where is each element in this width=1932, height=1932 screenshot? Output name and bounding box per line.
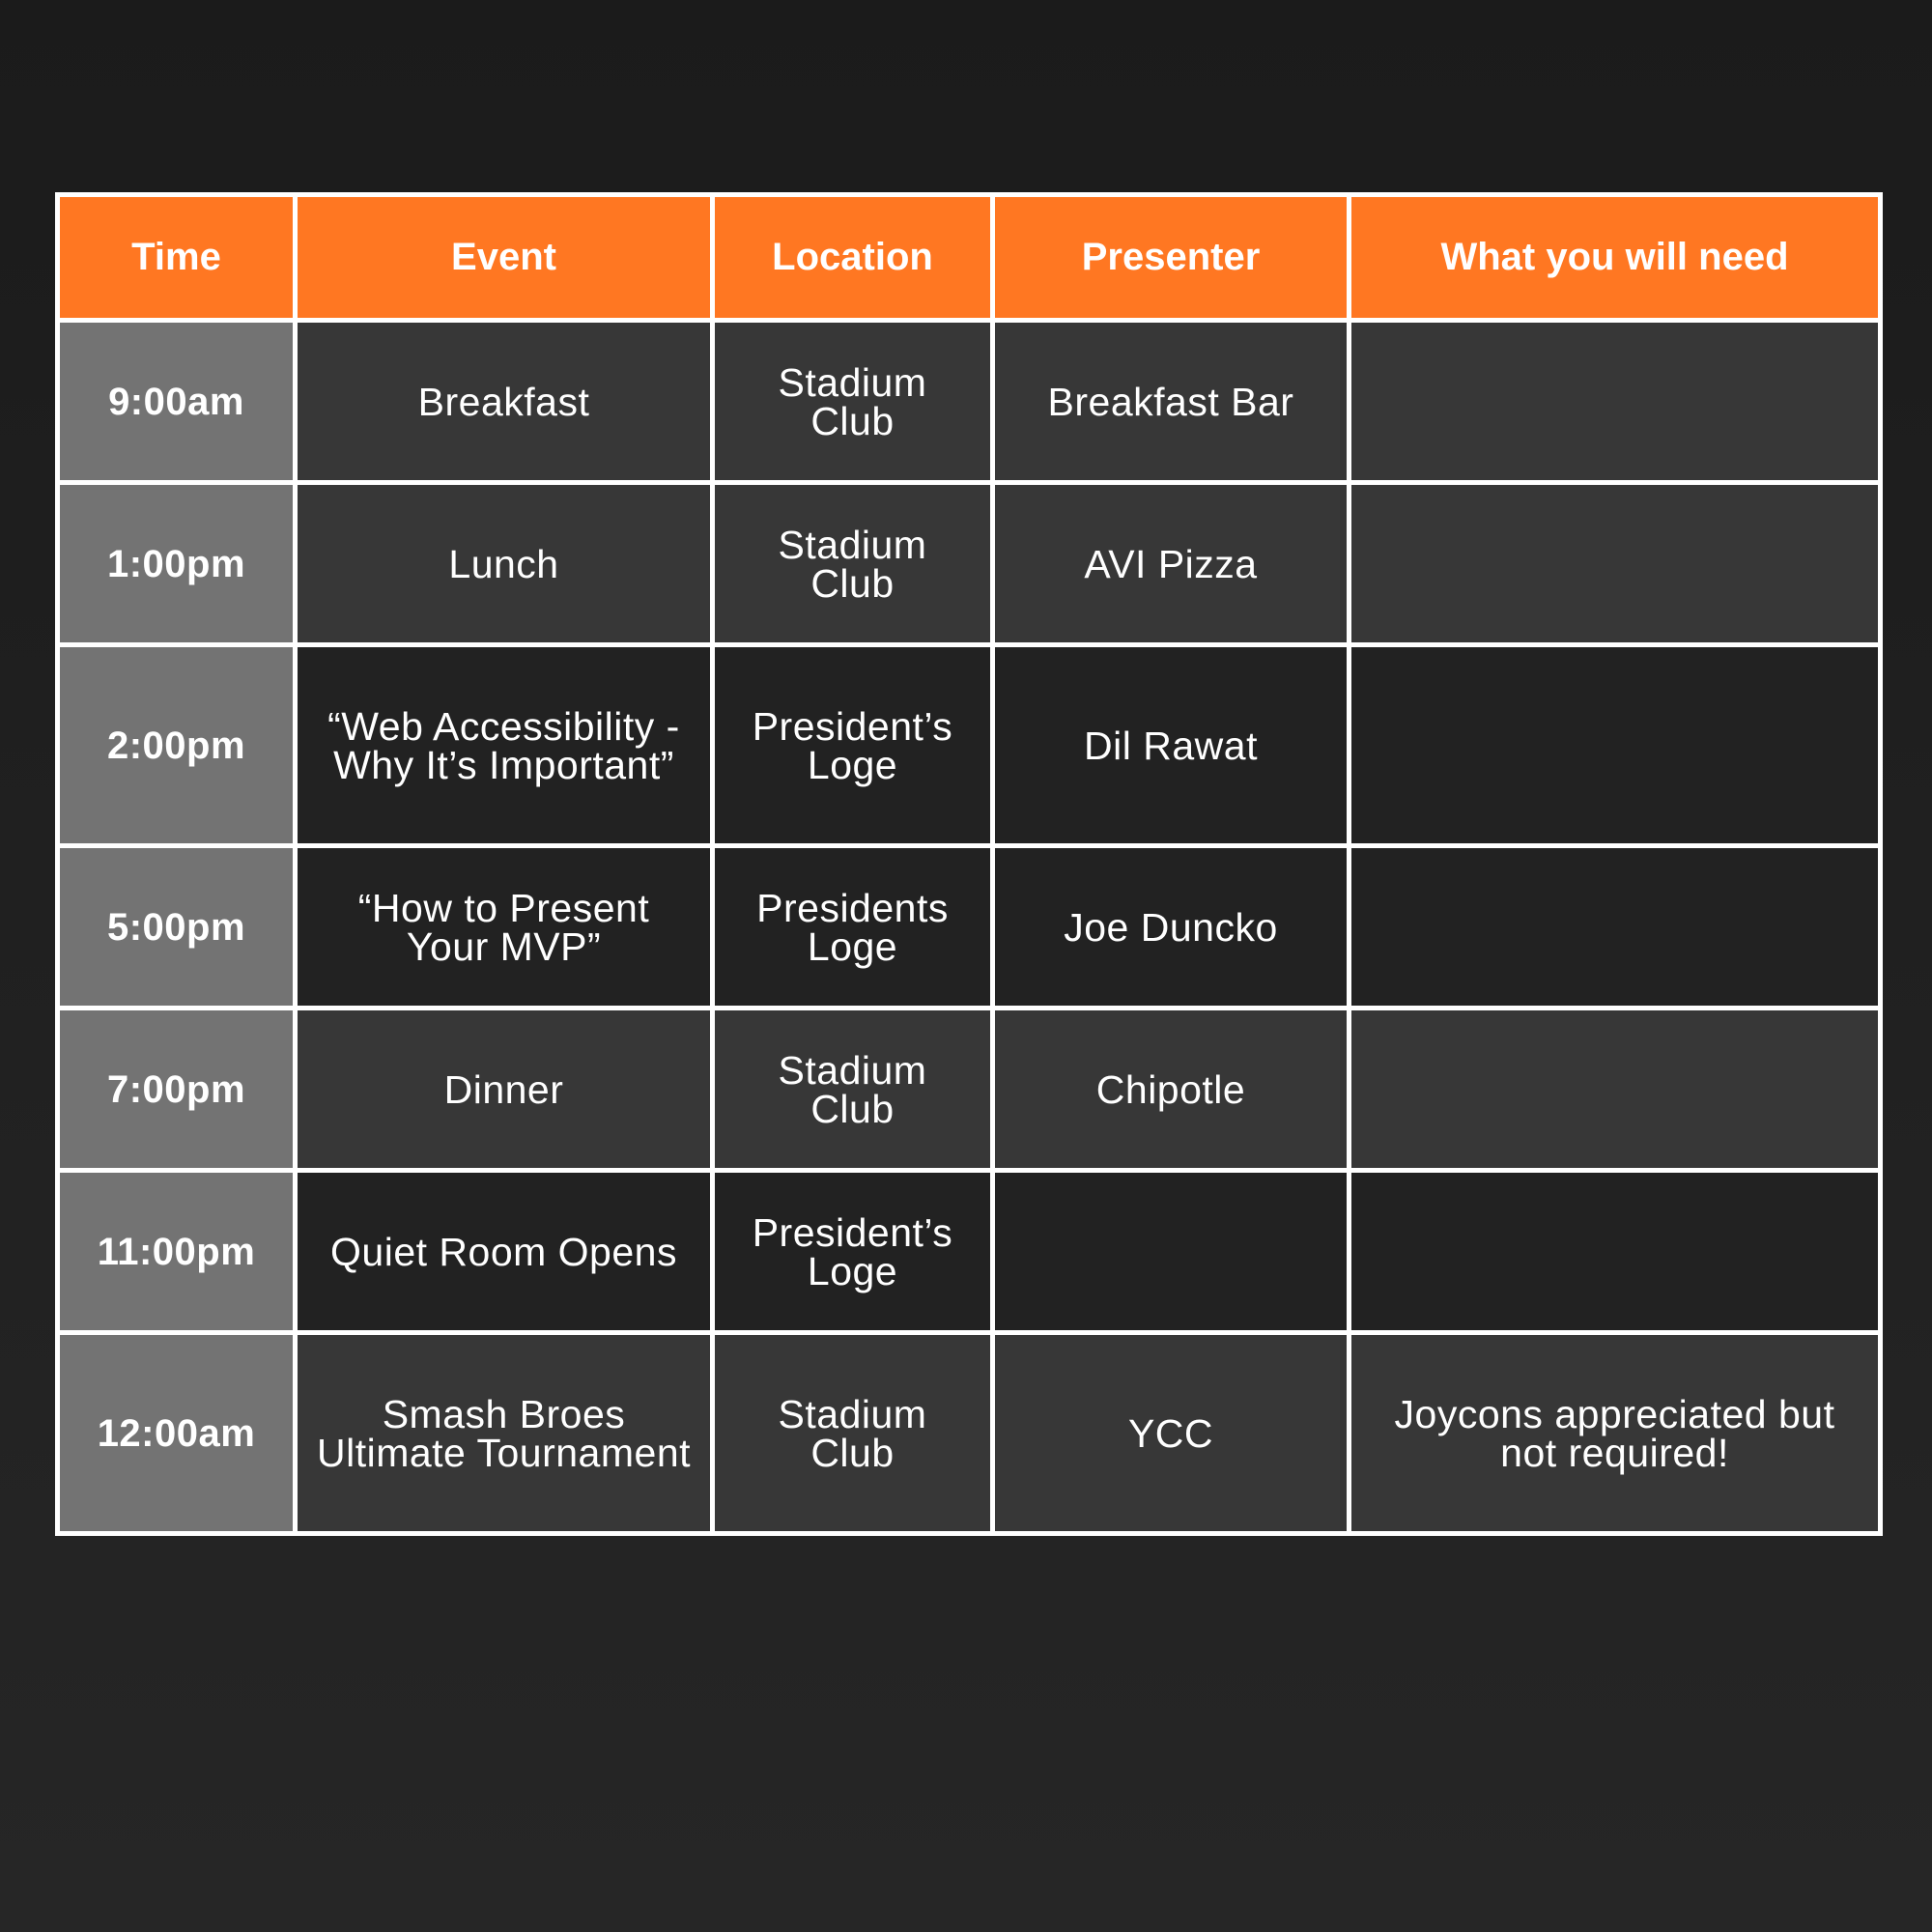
time-cell: 11:00pm xyxy=(58,1171,296,1333)
table-row xyxy=(58,1009,1881,1171)
event-cell: Quiet Room Opens xyxy=(296,1171,713,1333)
event-cell: Breakfast xyxy=(296,321,713,483)
presenter-cell: Joe Duncko xyxy=(993,846,1350,1009)
location-cell: Stadium Club xyxy=(713,1333,993,1534)
location-cell: President’s Loge xyxy=(713,1171,993,1333)
presenter-cell: AVI Pizza xyxy=(993,483,1350,645)
needs-cell xyxy=(1350,846,1881,1009)
header-event: Event xyxy=(296,195,713,321)
schedule-table xyxy=(55,192,1883,1536)
table-row xyxy=(58,321,1881,483)
time-cell: 7:00pm xyxy=(58,1009,296,1171)
header-location: Location xyxy=(713,195,993,321)
event-cell: Smash Broes Ultimate Tournament xyxy=(296,1333,713,1534)
location-cell: President’s Loge xyxy=(713,645,993,846)
time-cell: 9:00am xyxy=(58,321,296,483)
presenter-cell: Breakfast Bar xyxy=(993,321,1350,483)
table-header-row xyxy=(58,195,1881,321)
needs-cell xyxy=(1350,645,1881,846)
presenter-cell xyxy=(993,1171,1350,1333)
table-row xyxy=(58,645,1881,846)
presenter-cell: Dil Rawat xyxy=(993,645,1350,846)
header-presenter: Presenter xyxy=(993,195,1350,321)
table-row xyxy=(58,1171,1881,1333)
location-cell: Stadium Club xyxy=(713,1009,993,1171)
presenter-cell: YCC xyxy=(993,1333,1350,1534)
needs-cell xyxy=(1350,321,1881,483)
schedule-table-container xyxy=(55,192,1878,1536)
event-cell: “How to Present Your MVP” xyxy=(296,846,713,1009)
time-cell: 5:00pm xyxy=(58,846,296,1009)
header-what-you-will-need: What you will need xyxy=(1350,195,1881,321)
needs-cell xyxy=(1350,1009,1881,1171)
table-row xyxy=(58,483,1881,645)
table-row xyxy=(58,1333,1881,1534)
needs-cell: Joycons appreciated but not required! xyxy=(1350,1333,1881,1534)
event-cell: “Web Accessibility - Why It’s Important” xyxy=(296,645,713,846)
time-cell: 2:00pm xyxy=(58,645,296,846)
presenter-cell: Chipotle xyxy=(993,1009,1350,1171)
location-cell: Presidents Loge xyxy=(713,846,993,1009)
needs-cell xyxy=(1350,1171,1881,1333)
event-cell: Dinner xyxy=(296,1009,713,1171)
location-cell: Stadium Club xyxy=(713,483,993,645)
header-time: Time xyxy=(58,195,296,321)
time-cell: 12:00am xyxy=(58,1333,296,1534)
time-cell: 1:00pm xyxy=(58,483,296,645)
location-cell: Stadium Club xyxy=(713,321,993,483)
table-row xyxy=(58,846,1881,1009)
needs-cell xyxy=(1350,483,1881,645)
event-cell: Lunch xyxy=(296,483,713,645)
